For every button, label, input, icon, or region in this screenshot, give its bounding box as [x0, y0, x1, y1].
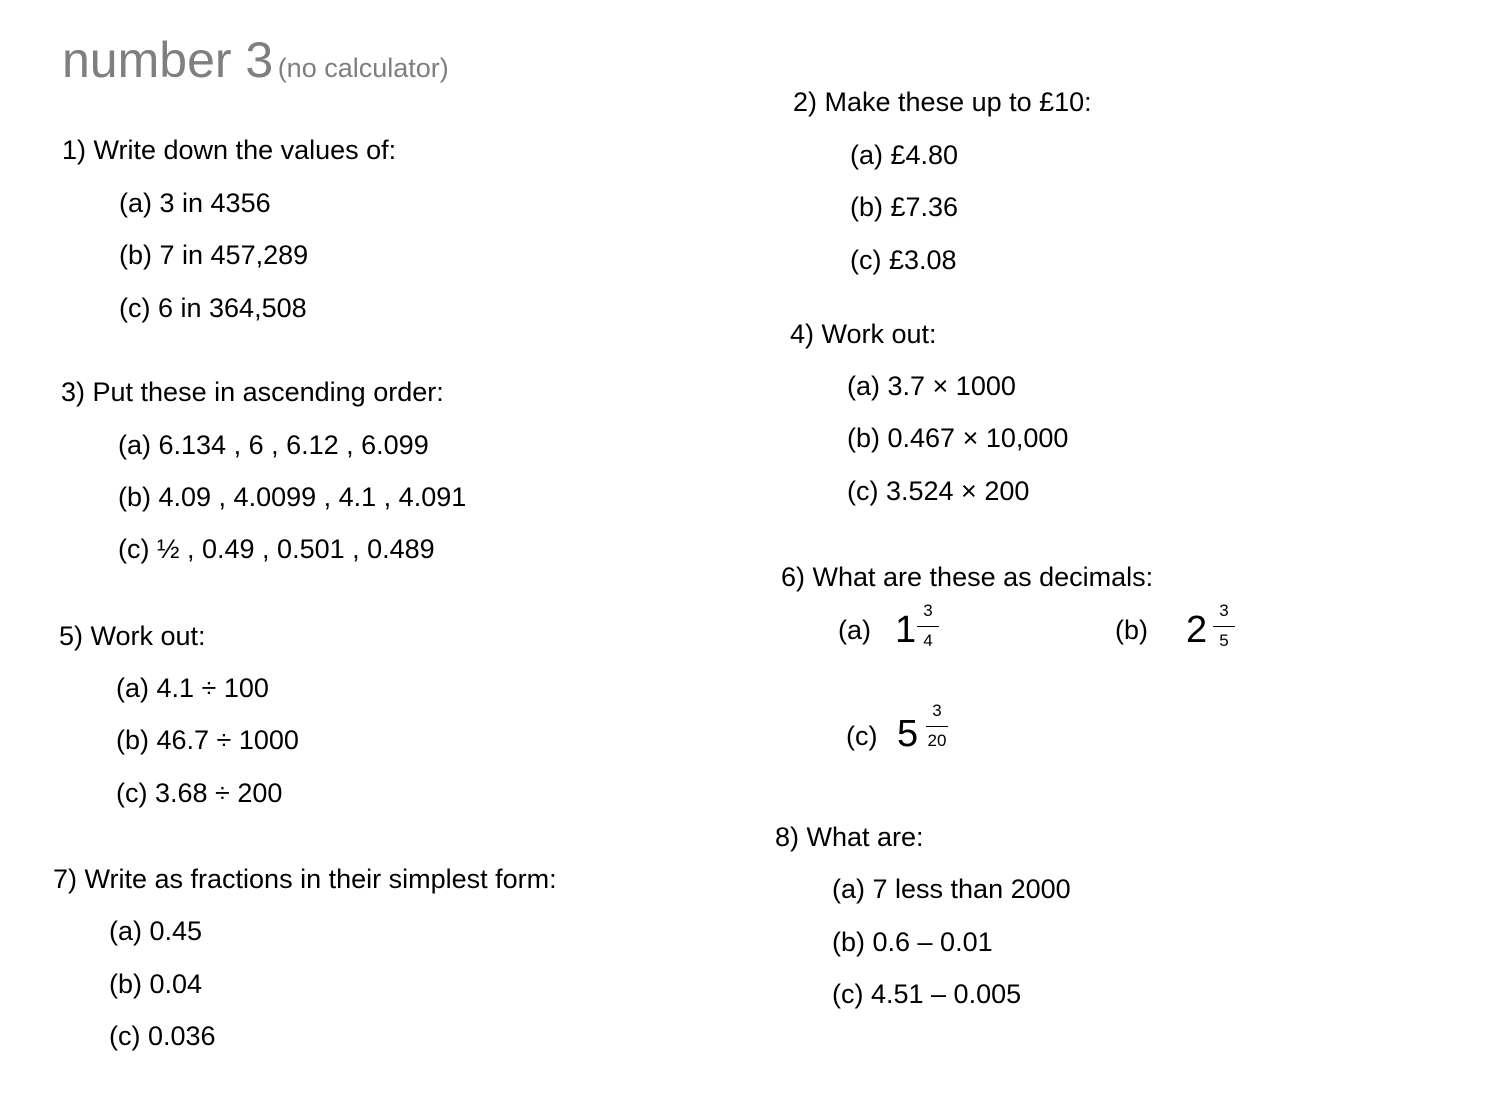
q5-item-b: (b) 46.7 ÷ 1000 [116, 725, 299, 755]
q6-c-label: (c) [846, 721, 878, 751]
q6-c-whole: 5 [897, 713, 919, 755]
q3-item-b: (b) 4.09 , 4.0099 , 4.1 , 4.091 [118, 482, 467, 512]
q3-item-c: (c) ½ , 0.49 , 0.501 , 0.489 [118, 534, 435, 564]
q8-item-a: (a) 7 less than 2000 [832, 874, 1071, 904]
fraction-bar [926, 726, 948, 727]
q6-b-whole: 2 [1186, 609, 1208, 651]
q2-item-c: (c) £3.08 [850, 245, 957, 275]
q4-item-b: (b) 0.467 × 10,000 [847, 423, 1069, 453]
q6-b-denominator: 5 [1219, 631, 1229, 650]
q6-c-numerator: 3 [932, 701, 942, 720]
q1-item-a: (a) 3 in 4356 [119, 188, 271, 218]
fraction-bar [1213, 626, 1235, 627]
q6-a-numerator: 3 [923, 601, 933, 620]
q2-item-a: (a) £4.80 [850, 140, 959, 170]
q1-item-b: (b) 7 in 457,289 [119, 240, 309, 270]
q4-item-a: (a) 3.7 × 1000 [847, 371, 1016, 401]
q5-item-a: (a) 4.1 ÷ 100 [116, 673, 269, 703]
q2-item-b: (b) £7.36 [850, 192, 959, 222]
q1-heading: 1) Write down the values of: [62, 135, 397, 165]
q7-item-c: (c) 0.036 [109, 1021, 216, 1051]
q7-heading: 7) Write as fractions in their simplest form: [53, 864, 557, 894]
page-title [62, 30, 449, 90]
q5-heading: 5) Work out: [59, 621, 206, 651]
q6-c-fraction [922, 701, 952, 751]
q6-b-fraction [1209, 601, 1239, 651]
fraction-bar [917, 626, 939, 627]
q7-item-a: (a) 0.45 [109, 916, 203, 946]
q6-a-label: (a) [838, 615, 871, 645]
q7-item-b: (b) 0.04 [109, 969, 203, 999]
q2-heading: 2) Make these up to £10: [793, 87, 1092, 117]
q6-c-denominator: 20 [927, 731, 947, 750]
title-subtitle: (no calculator) [277, 53, 449, 83]
q6-b-label: (b) [1115, 615, 1148, 645]
q3-item-a: (a) 6.134 , 6 , 6.12 , 6.099 [118, 430, 429, 460]
q6-heading: 6) What are these as decimals: [781, 562, 1154, 592]
q6-a-fraction [913, 601, 943, 651]
q4-item-c: (c) 3.524 × 200 [847, 476, 1030, 506]
q1-item-c: (c) 6 in 364,508 [119, 293, 307, 323]
q6-a-whole: 1 [895, 609, 917, 651]
title-main: number 3 [62, 32, 274, 88]
q4-heading: 4) Work out: [790, 319, 937, 349]
q6-b-numerator: 3 [1219, 601, 1229, 620]
q6-a-denominator: 4 [923, 631, 933, 650]
q8-heading: 8) What are: [775, 822, 924, 852]
q8-item-b: (b) 0.6 – 0.01 [832, 927, 993, 957]
q5-item-c: (c) 3.68 ÷ 200 [116, 778, 283, 808]
q3-heading: 3) Put these in ascending order: [61, 377, 444, 407]
q8-item-c: (c) 4.51 – 0.005 [832, 979, 1022, 1009]
